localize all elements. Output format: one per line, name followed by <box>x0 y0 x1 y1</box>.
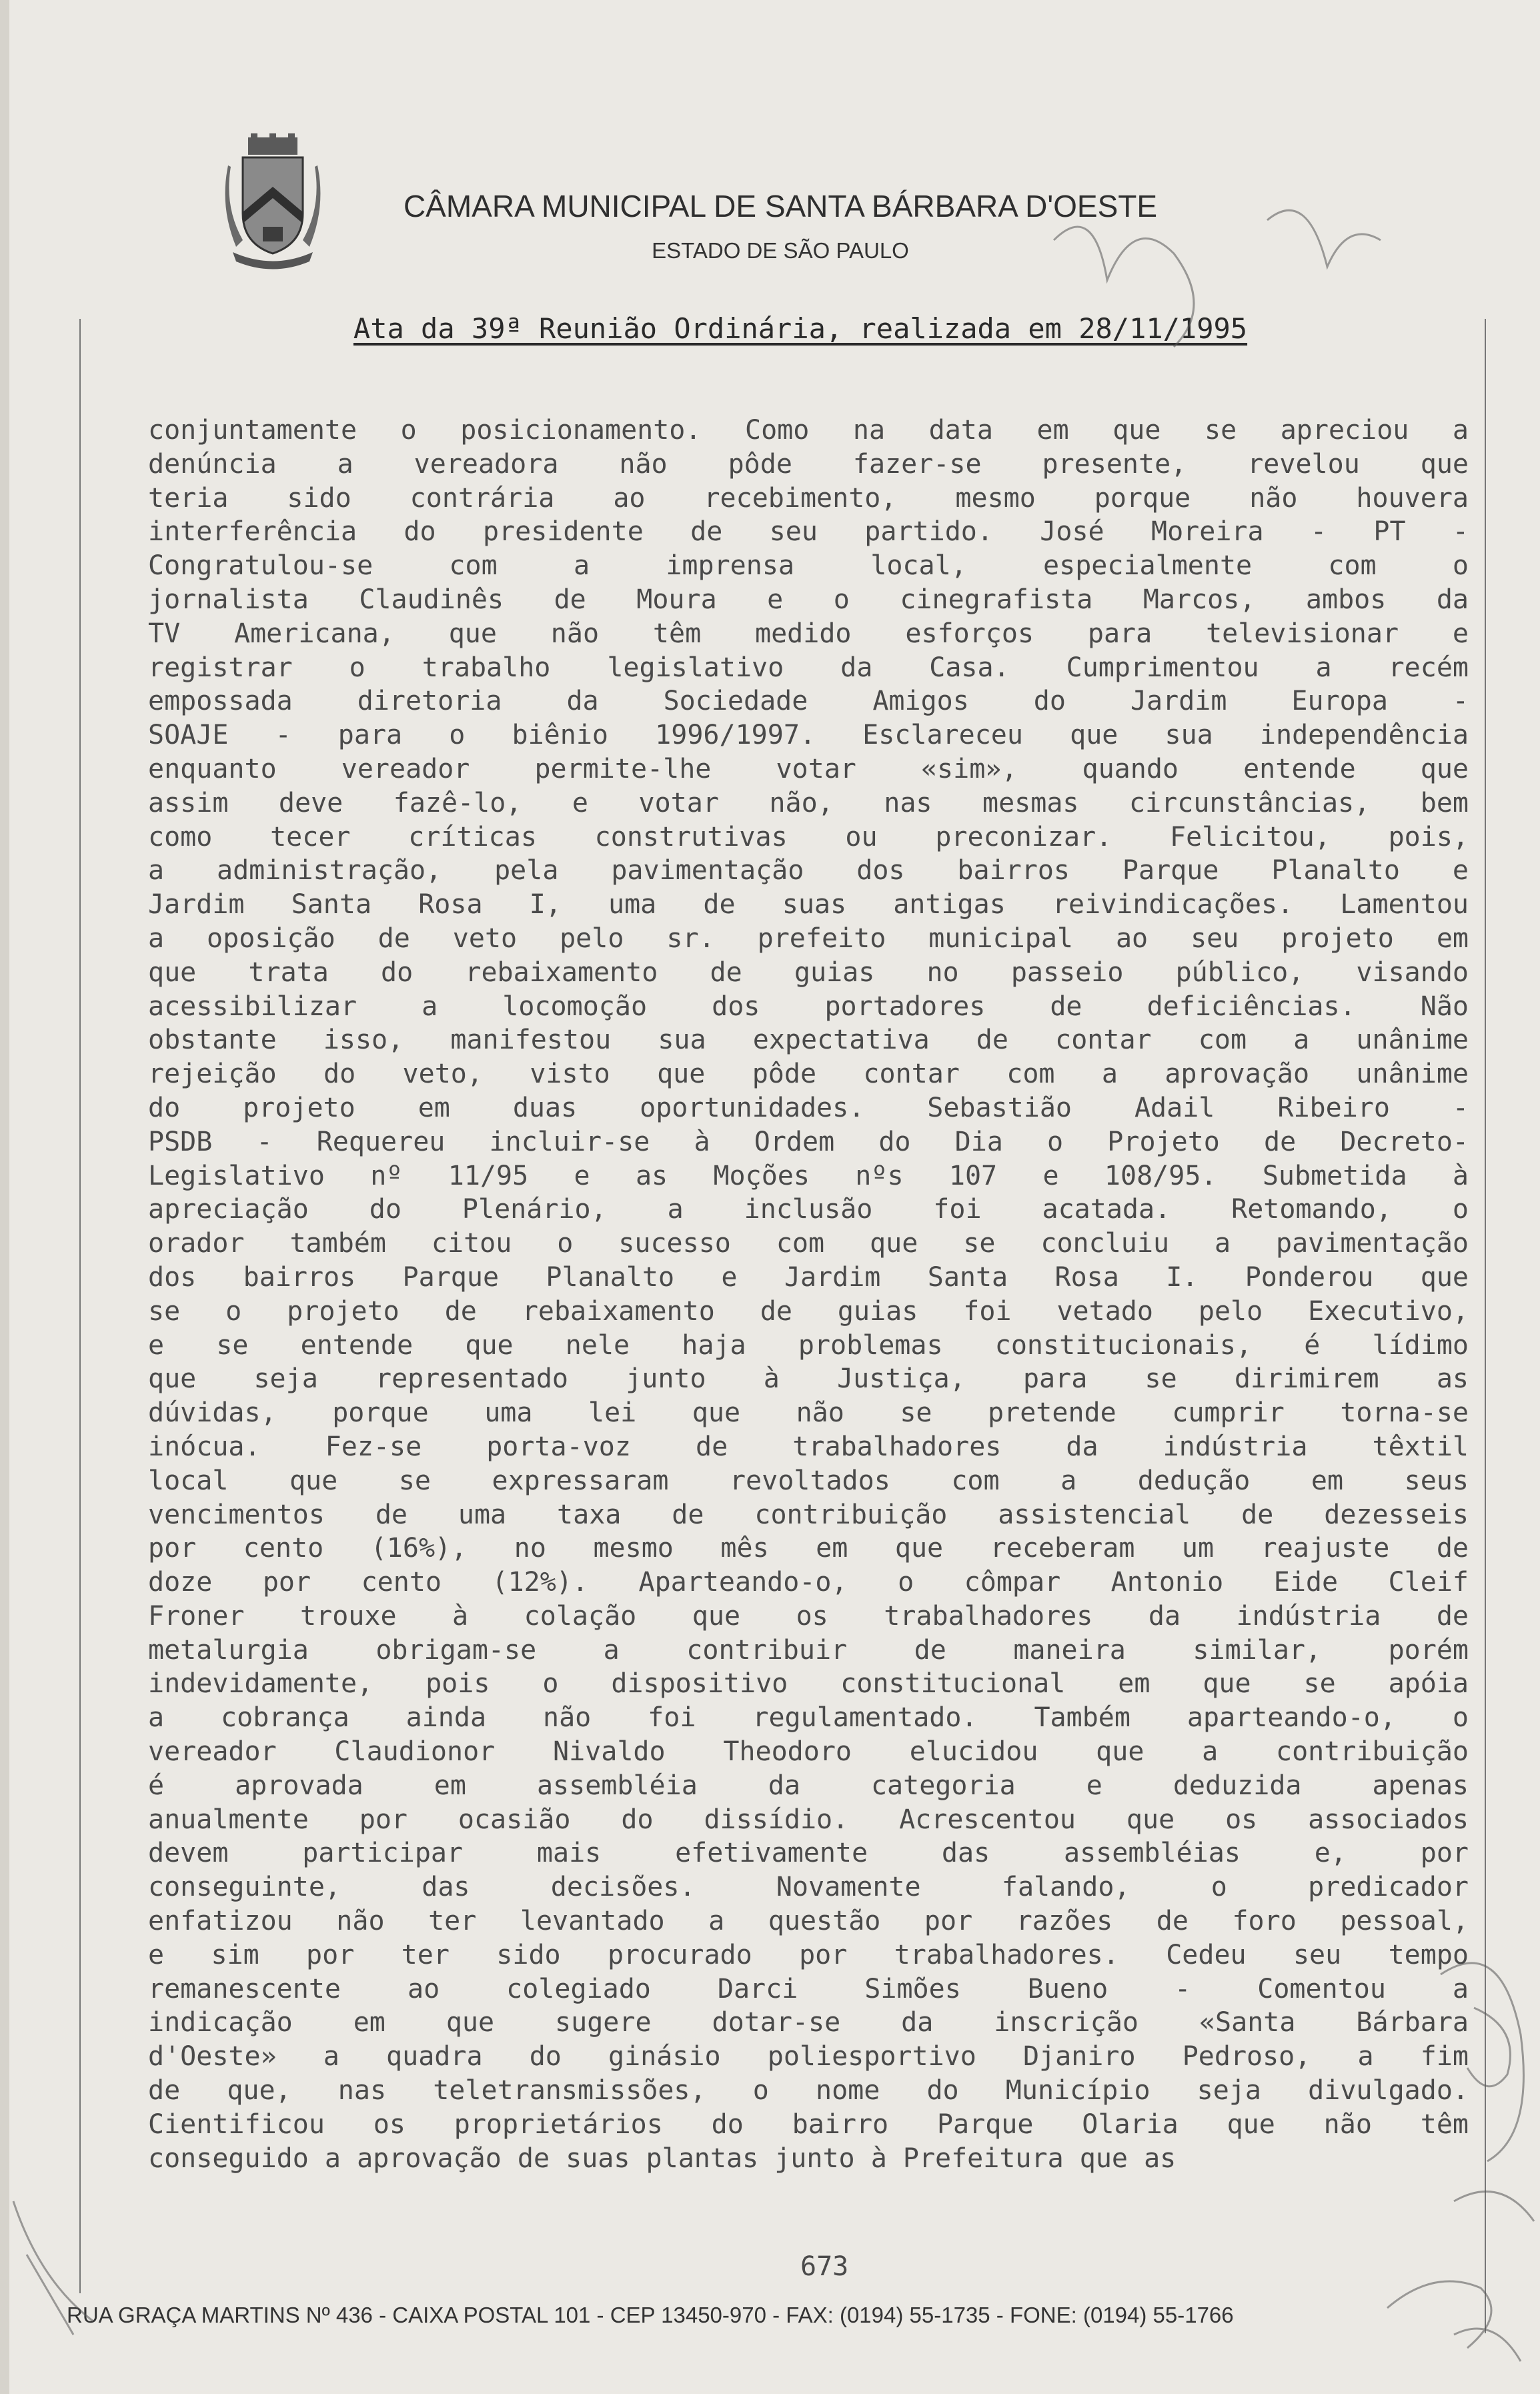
text-line: vencimentos de uma taxa de contribuição assistencial de dezesseis <box>148 1499 1469 1530</box>
text-line: teria sido contrária ao recebimento, mesmo porque não houvera <box>148 482 1469 514</box>
text-line: por cento (16%), no mesmo mês em que receberam um reajuste de <box>148 1533 1469 1564</box>
text-line: denúncia a vereadora não pôde fazer-se presente, revelou que <box>148 448 1469 480</box>
text-line: SOAJE - para o biênio 1996/1997. Esclareceu que sua independência <box>148 720 1469 751</box>
institution-name: CÂMARA MUNICIPAL DE SANTA BÁRBARA D'OESTE <box>403 189 1158 223</box>
minutes-body <box>148 414 1469 2175</box>
text-line: registrar o trabalho legislativo da Casa. Cumprimentou a recém <box>148 652 1469 683</box>
text-line: indevidamente, pois o dispositivo constitucional em que se apóia <box>148 1668 1469 1700</box>
text-line: Jardim Santa Rosa I, uma de suas antigas reivindicações. Lamentou <box>148 889 1469 921</box>
municipal-crest-icon <box>223 133 323 270</box>
footer-address: RUA GRAÇA MARTINS Nº 436 - CAIXA POSTAL 101 - CEP 13450-970 - FAX: (0194) 55-1735 - FONE: (0194) 55-1766 <box>67 2303 1234 2327</box>
text-line: doze por cento (12%). Aparteando-o, o cômpar Antonio Eide Cleif <box>148 1567 1469 1598</box>
text-line: obstante isso, manifestou sua expectativa de contar com a unânime <box>148 1025 1469 1056</box>
text-line: dos bairros Parque Planalto e Jardim Santa Rosa I. Ponderou que <box>148 1261 1469 1293</box>
text-line: se o projeto de rebaixamento de guias foi vetado pelo Executivo, <box>148 1295 1469 1327</box>
text-line: enquanto vereador permite-lhe votar «sim», quando entende que <box>148 753 1469 784</box>
page-edge <box>0 0 9 2394</box>
text-line: do projeto em duas oportunidades. Sebastião Adail Ribeiro - <box>148 1092 1469 1123</box>
text-line: acessibilizar a locomoção dos portadores de deficiências. Não <box>148 991 1469 1022</box>
text-line: Congratulou-se com a imprensa local, especialmente com o <box>148 550 1469 582</box>
text-line: PSDB - Requereu incluir-se à Ordem do Dia o Projeto de Decreto- <box>148 1126 1469 1157</box>
right-margin-rule <box>1485 319 1486 2333</box>
text-line: inócua. Fez-se porta-voz de trabalhadores da indústria têxtil <box>148 1431 1469 1462</box>
text-line: Legislativo nº 11/95 e as Moções nºs 107 e 108/95. Submetida à <box>148 1160 1469 1191</box>
text-line: dúvidas, porque uma lei que não se pretende cumprir torna-se <box>148 1397 1469 1429</box>
text-line: como tecer críticas construtivas ou preconizar. Felicitou, pois, <box>148 821 1469 852</box>
text-line: orador também citou o sucesso com que se concluiu a pavimentação <box>148 1228 1469 1259</box>
text-line: rejeição do veto, visto que pôde contar com a aprovação unânime <box>148 1059 1469 1090</box>
text-line: e sim por ter sido procurado por trabalhadores. Cedeu seu tempo <box>148 1939 1469 1970</box>
text-line: de que, nas teletransmissões, o nome do Município seja divulgado. <box>148 2075 1469 2107</box>
text-line: a cobrança ainda não foi regulamentado. Também aparteando-o, o <box>148 1702 1469 1734</box>
text-line: jornalista Claudinês de Moura e o cinegrafista Marcos, ambos da <box>148 584 1469 615</box>
text-line: anualmente por ocasião do dissídio. Acrescentou que os associados <box>148 1804 1469 1835</box>
text-line: a oposição de veto pelo sr. prefeito municipal ao seu projeto em <box>148 923 1469 954</box>
text-line: conseguinte, das decisões. Novamente falando, o predicador <box>148 1872 1469 1903</box>
document-title: Ata da 39ª Reunião Ordinária, realizada em 28/11/1995 <box>353 312 1248 345</box>
text-line: remanescente ao colegiado Darci Simões Bueno - Comentou a <box>148 1973 1469 2004</box>
text-line: é aprovada em assembléia da categoria e deduzida apenas <box>148 1770 1469 1801</box>
text-line: TV Americana, que não têm medido esforços para televisionar e <box>148 618 1469 649</box>
left-margin-rule <box>79 319 81 2293</box>
text-line: assim deve fazê-lo, e votar não, nas mesmas circunstâncias, bem <box>148 787 1469 818</box>
text-line: enfatizou não ter levantado a questão por razões de foro pessoal, <box>148 1906 1469 1937</box>
text-line: que seja representado junto à Justiça, para se dirimirem as <box>148 1363 1469 1395</box>
text-line: local que se expressaram revoltados com a dedução em seus <box>148 1465 1469 1496</box>
text-line: Froner trouxe à colação que os trabalhadores da indústria de <box>148 1600 1469 1632</box>
text-line: apreciação do Plenário, a inclusão foi acatada. Retomando, o <box>148 1194 1469 1225</box>
text-line: empossada diretoria da Sociedade Amigos do Jardim Europa - <box>148 686 1469 717</box>
text-line: que trata do rebaixamento de guias no passeio público, visando <box>148 957 1469 988</box>
page-number: 673 <box>800 2251 849 2282</box>
text-line: interferência do presidente de seu partido. José Moreira - PT - <box>148 516 1469 548</box>
text-line: Cientificou os proprietários do bairro Parque Olaria que não têm <box>148 2109 1469 2140</box>
text-line: devem participar mais efetivamente das assembléias e, por <box>148 1838 1469 1869</box>
text-line: e se entende que nele haja problemas constitucionais, é lídimo <box>148 1329 1469 1361</box>
state-name: ESTADO DE SÃO PAULO <box>652 238 909 263</box>
text-line: metalurgia obrigam-se a contribuir de maneira similar, porém <box>148 1634 1469 1666</box>
text-line: a administração, pela pavimentação dos bairros Parque Planalto e <box>148 855 1469 886</box>
text-line: indicação em que sugere dotar-se da inscrição «Santa Bárbara <box>148 2007 1469 2038</box>
text-line: conseguido a aprovação de suas plantas junto à Prefeitura que as <box>148 2143 1177 2174</box>
text-line: d'Oeste» a quadra do ginásio poliesportivo Djaniro Pedroso, a fim <box>148 2041 1469 2072</box>
text-line: conjuntamente o posicionamento. Como na data em que se apreciou a <box>148 415 1469 446</box>
text-line: vereador Claudionor Nivaldo Theodoro elucidou que a contribuição <box>148 1736 1469 1768</box>
